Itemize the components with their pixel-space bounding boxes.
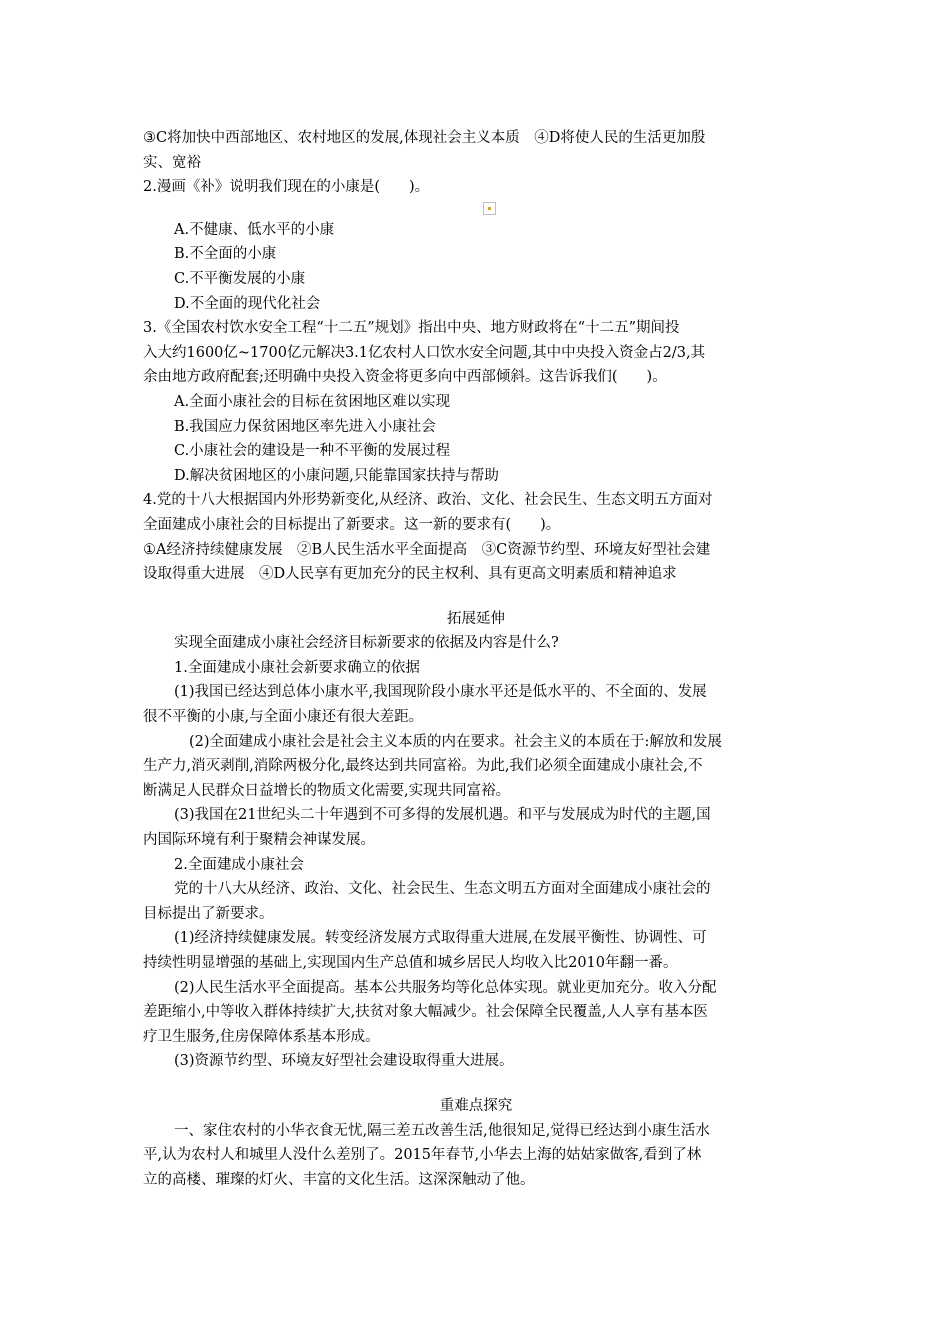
q2-option-d: D.不全面的现代化社会 bbox=[174, 295, 321, 312]
basis-3-line-1: (3)我国在21世纪头二十年遇到不可多得的发展机遇。和平与发展成为时代的主题,国 bbox=[174, 807, 711, 824]
q2-stem: 2.漫画《补》说明我们现在的小康是( )。 bbox=[143, 179, 430, 196]
q4-stem-line-1: 4.党的十八大根据国内外形势新变化,从经济、政治、文化、社会民生、生态文明五方面对 bbox=[143, 492, 713, 509]
q1-options-line-1: ③C将加快中西部地区、农村地区的发展,体现社会主义本质 ④D将使人民的生活更加殷 bbox=[143, 130, 706, 146]
q3-stem-line-3: 余由地方政府配套;还明确中央投入资金将更多向中西部倾斜。这告诉我们( )。 bbox=[143, 369, 667, 386]
basis-2-line-1: (2)全面建成小康社会是社会主义本质的内在要求。社会主义的本质在于:解放和发展 bbox=[189, 733, 722, 750]
basis-3-line-2: 内国际环境有利于聚精会神谋发展。 bbox=[143, 832, 375, 849]
basis-1-line-2: 很不平衡的小康,与全面小康还有很大差距。 bbox=[143, 709, 424, 726]
extension-heading: 拓展延伸 bbox=[447, 610, 505, 627]
requirement-2-line-1: (2)人民生活水平全面提高。基本公共服务均等化总体实现。就业更加充分。收入分配 bbox=[174, 979, 717, 996]
extension-subheading-2: 2.全面建成小康社会 bbox=[174, 856, 304, 873]
requirement-1-line-1: (1)经济持续健康发展。转变经济发展方式取得重大进展,在发展平衡性、协调性、可 bbox=[174, 930, 707, 947]
q2-option-a: A.不健康、低水平的小康 bbox=[174, 221, 335, 238]
q4-stem-line-2: 全面建成小康社会的目标提出了新要求。这一新的要求有( )。 bbox=[143, 516, 561, 533]
key-points-line-2: 平,认为农村人和城里人没什么差别了。2015年春节,小华去上海的姑姑家做客,看到了林 bbox=[143, 1147, 702, 1164]
q2-option-c: C.不平衡发展的小康 bbox=[174, 270, 306, 287]
key-points-heading: 重难点探究 bbox=[439, 1097, 513, 1114]
q4-options-line-2: 设取得重大进展 ④D人民享有更加充分的民主权利、具有更高文明素质和精神追求 bbox=[143, 566, 677, 583]
page-content bbox=[143, 126, 809, 1192]
requirement-2-line-2: 差距缩小,中等收入群体持续扩大,扶贫对象大幅减少。社会保障全民覆盖,人人享有基本医 bbox=[143, 1004, 708, 1021]
key-points-line-3: 立的高楼、璀璨的灯火、丰富的文化生活。这深深触动了他。 bbox=[143, 1171, 535, 1188]
requirement-2-line-3: 疗卫生服务,住房保障体系基本形成。 bbox=[143, 1028, 380, 1045]
requirement-3: (3)资源节约型、环境友好型社会建设取得重大进展。 bbox=[174, 1053, 514, 1070]
q3-option-a: A.全面小康社会的目标在贫困地区难以实现 bbox=[174, 393, 451, 410]
basis-2-line-2: 生产力,消灭剥削,消除两极分化,最终达到共同富裕。为此,我们必须全面建成小康社会,不 bbox=[143, 758, 703, 775]
q1-options-line-2: 实、宽裕 bbox=[143, 154, 201, 171]
q3-stem-line-2: 入大约1600亿~1700亿元解决3.1亿农村人口饮水安全问题,其中中央投入资金占2/3,其 bbox=[143, 344, 706, 361]
intro-line-2: 目标提出了新要求。 bbox=[143, 905, 274, 922]
q3-option-c: C.小康社会的建设是一种不平衡的发展过程 bbox=[174, 443, 451, 460]
requirement-1-line-2: 持续性明显增强的基础上,实现国内生产总值和城乡居民人均收入比2010年翻一番。 bbox=[143, 955, 678, 971]
intro-line-1: 党的十八大从经济、政治、文化、社会民生、生态文明五方面对全面建成小康社会的 bbox=[174, 881, 711, 898]
key-points-line-1: 一、家住农村的小华衣食无忧,隔三差五改善生活,他很知足,觉得已经达到小康生活水 bbox=[174, 1122, 710, 1139]
extension-subheading-1: 1.全面建成小康社会新要求确立的依据 bbox=[174, 659, 420, 676]
q4-options-line-1: ①A经济持续健康发展 ②B人民生活水平全面提高 ③C资源节约型、环境友好型社会建 bbox=[143, 541, 711, 558]
extension-question: 实现全面建成小康社会经济目标新要求的依据及内容是什么? bbox=[174, 635, 559, 652]
basis-2-line-3: 断满足人民群众日益增长的物质文化需要,实现共同富裕。 bbox=[143, 782, 511, 799]
q2-option-b: B.不全面的小康 bbox=[174, 246, 277, 263]
q3-option-b: B.我国应力保贫困地区率先进入小康社会 bbox=[174, 418, 436, 435]
broken-image-icon bbox=[483, 202, 496, 215]
q3-stem-line-1: 3.《全国农村饮水安全工程“十二五”规划》指出中央、地方财政将在“十二五”期间投 bbox=[143, 320, 680, 337]
basis-1-line-1: (1)我国已经达到总体小康水平,我国现阶段小康水平还是低水平的、不全面的、发展 bbox=[174, 684, 707, 701]
q3-option-d: D.解决贫困地区的小康问题,只能靠国家扶持与帮助 bbox=[174, 467, 499, 484]
